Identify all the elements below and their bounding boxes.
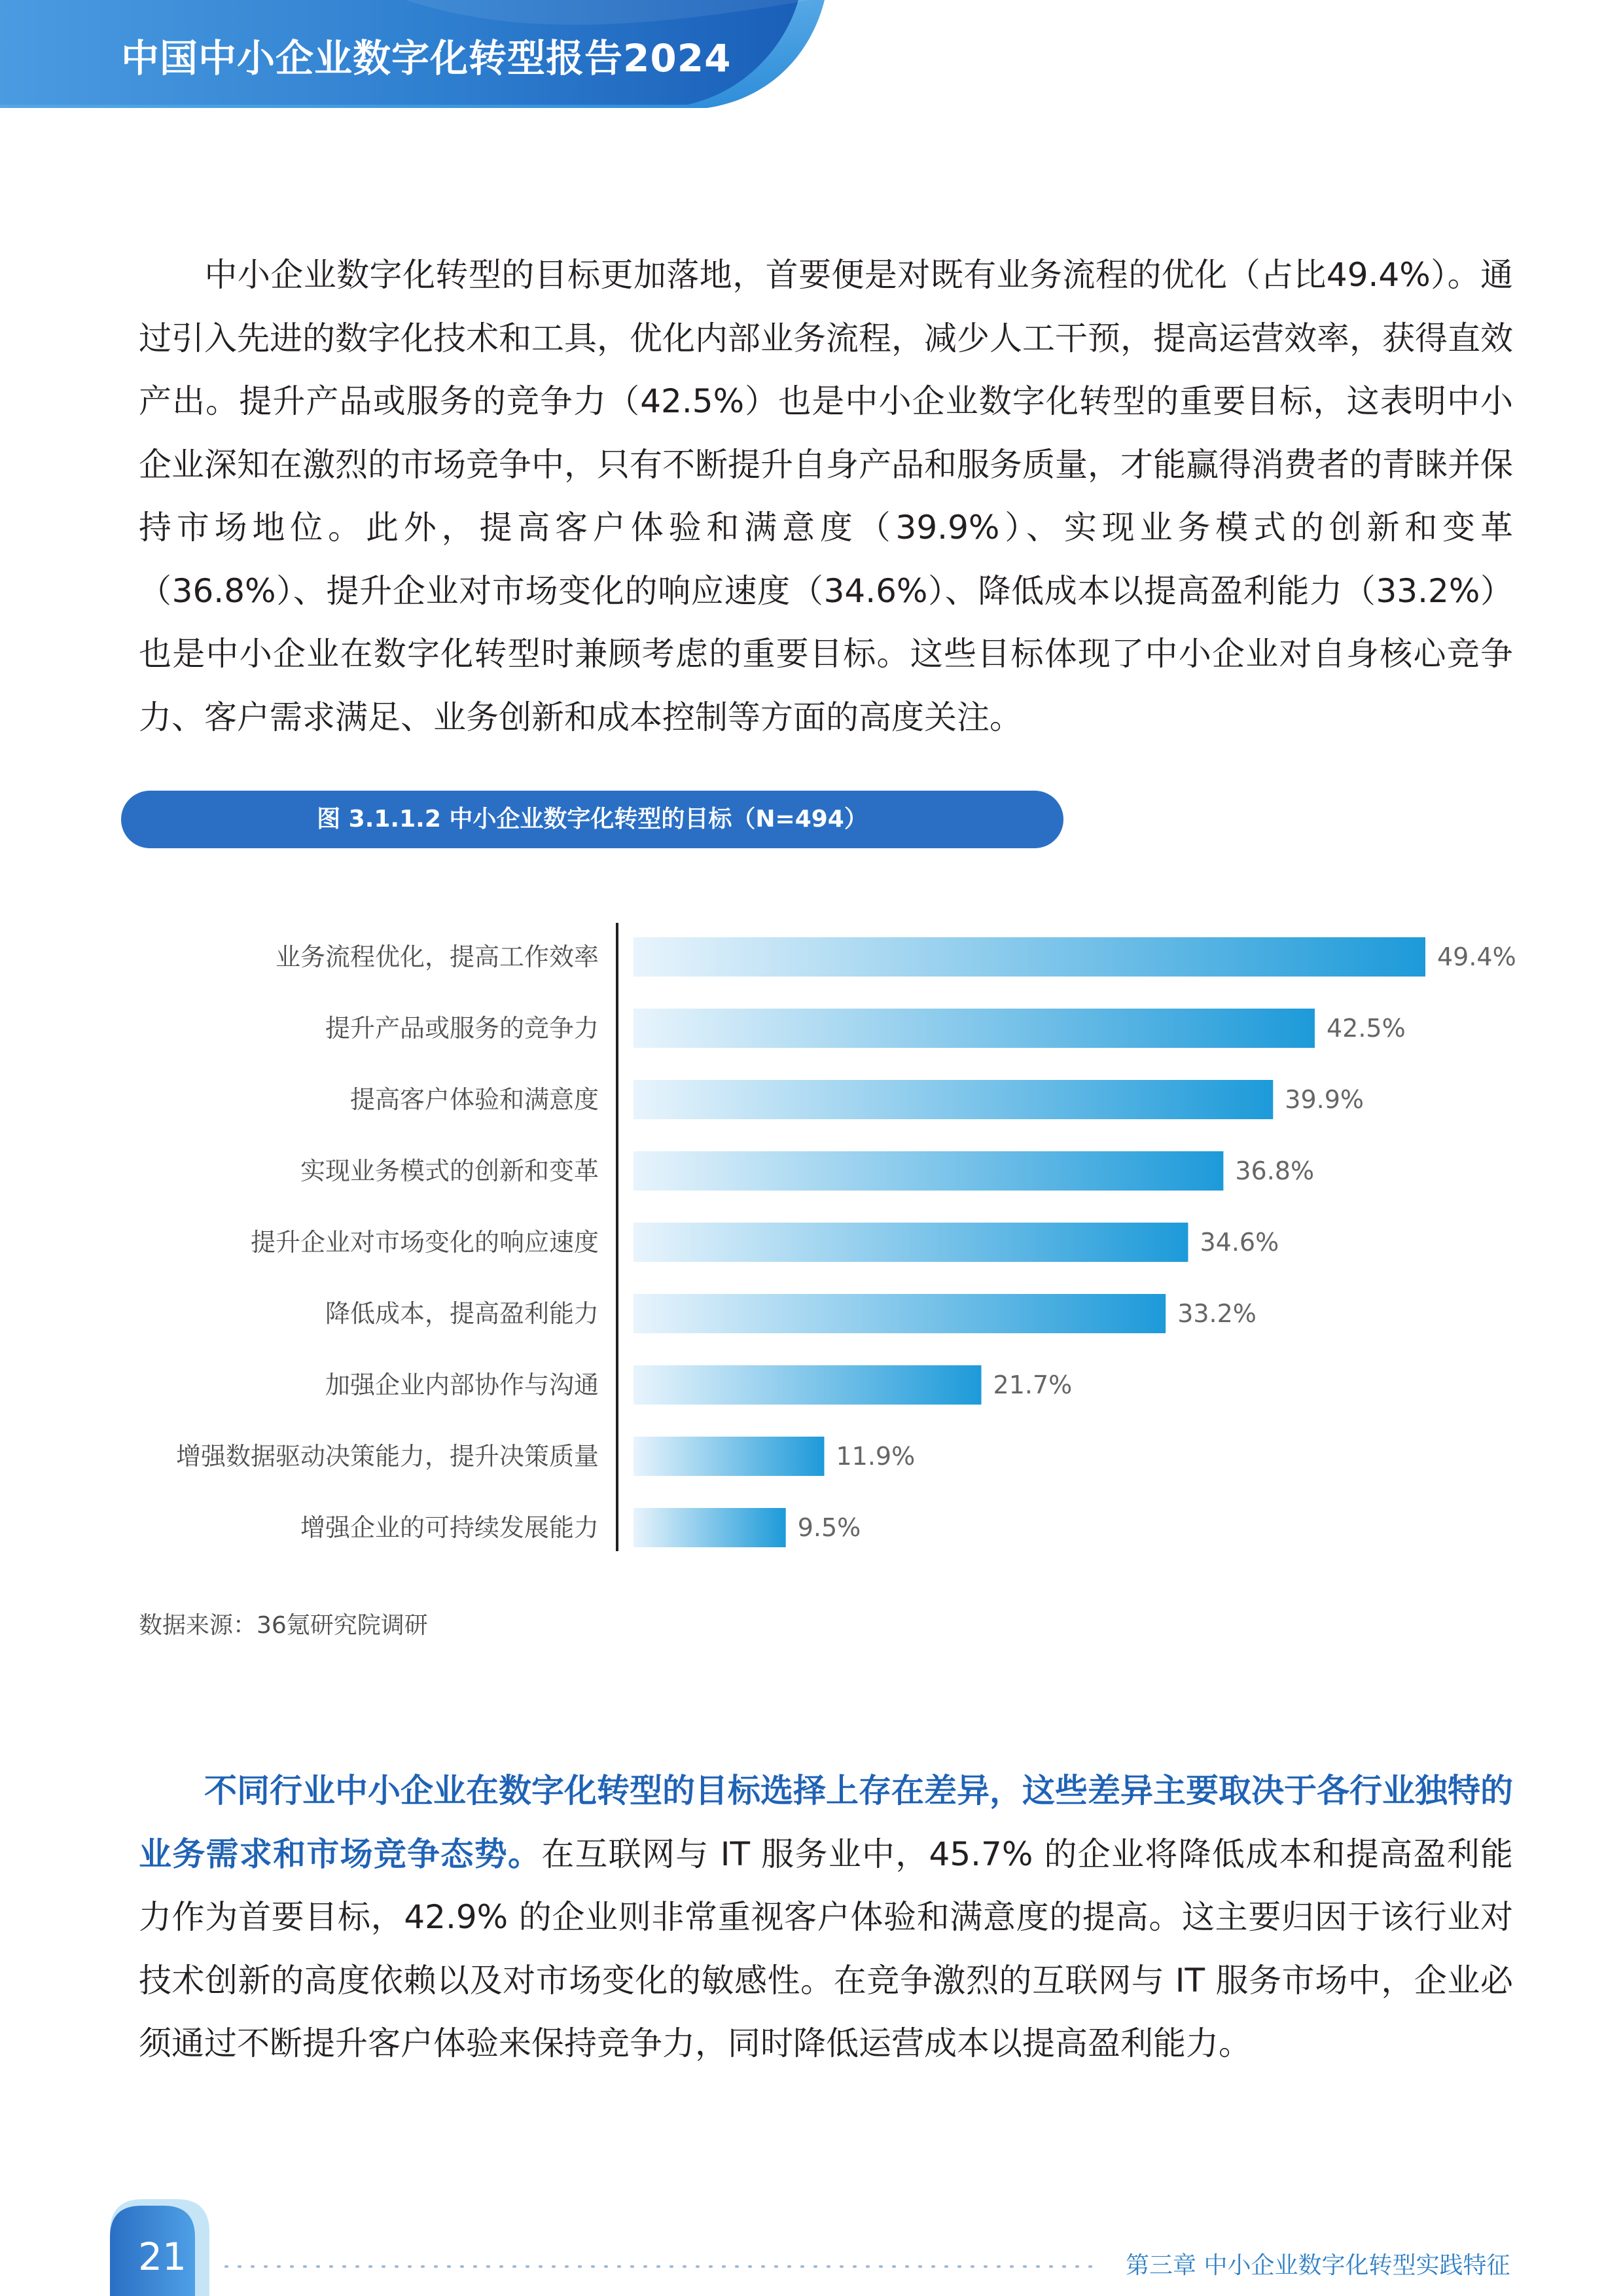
category-label-7: 加强企业内部协作与沟通 <box>325 1371 599 1399</box>
paragraph-2-bold: 不同行业中小企业在数字化转型的目标选择上存在差异，这些差异主要取决于各行业独特的业务需求和市场竞争态势。 <box>139 1772 1513 1873</box>
figure-title: 图 3.1.1.2 中小企业数字化转型的目标（N=494） <box>317 806 868 833</box>
body-paragraph-1 <box>139 243 1513 749</box>
bar-9 <box>633 1508 786 1547</box>
value-label-1: 49.4% <box>1437 942 1516 971</box>
value-label-3: 39.9% <box>1285 1085 1364 1114</box>
bar-8 <box>633 1437 824 1476</box>
bar-7 <box>633 1365 982 1405</box>
category-label-6: 降低成本，提高盈利能力 <box>325 1299 599 1328</box>
data-source-note: 数据来源：36氪研究院调研 <box>139 1612 428 1639</box>
chapter-title: 第三章 中小企业数字化转型实践特征 <box>1126 2252 1510 2279</box>
value-label-9: 9.5% <box>797 1513 861 1542</box>
value-label-8: 11.9% <box>836 1442 916 1471</box>
value-label-6: 33.2% <box>1177 1299 1257 1328</box>
category-label-1: 业务流程优化，提高工作效率 <box>275 942 599 971</box>
bar-2 <box>633 1009 1315 1048</box>
bar-5 <box>633 1223 1188 1262</box>
bar-4 <box>633 1151 1223 1191</box>
goals-bar-chart <box>0 897 1623 1577</box>
value-label-4: 36.8% <box>1235 1157 1315 1185</box>
bar-1 <box>633 937 1425 977</box>
value-label-5: 34.6% <box>1200 1228 1279 1257</box>
page-number: 21 <box>138 2234 187 2279</box>
bar-6 <box>633 1294 1166 1333</box>
paragraph-1-text: 中小企业数字化转型的目标更加落地，首要便是对既有业务流程的优化（占比49.4%）。通过引入先进的数字化技术和工具，优化内部业务流程，减少人工干预，提高运营效率，获得直效产出。提升产品或服务的竞争力（42.5%）也是中小企业数字化转型的重要目标，这表明中小企业深知在激烈的市场竞争中，只有不断提升自身产品和服务质量，才能赢得消费者的青睐并保持市场地位。此外，提高客户体验和满意度（39.9%）、实现业务模式的创新和变革（36.8%）、提升企业对市场变化的响应速度（34.6%）、降低成本以提高盈利能力（33.2%）也是中小企业在数字化转型时兼顾考虑的重要目标。这些目标体现了中小企业对自身核心竞争力、客户需求满足、业务创新和成本控制等方面的高度关注。 <box>139 256 1513 736</box>
category-label-2: 提升产品或服务的竞争力 <box>325 1014 599 1043</box>
paragraph-2-text: 在互联网与 IT 服务业中，45.7% 的企业将降低成本和提高盈利能力作为首要目标，42.9% 的企业则非常重视客户体验和满意度的提高。这主要归因于该行业对技术创新的高度依赖以及对市场变化的敏感性。在竞争激烈的互联网与 IT 服务市场中，企业必须通过不断提升客户体验来保持竞争力，同时降低运营成本以提高盈利能力。 <box>139 1835 1513 2062</box>
category-label-9: 增强企业的可持续发展能力 <box>300 1513 599 1542</box>
report-title: 中国中小企业数字化转型报告2024 <box>121 36 732 81</box>
category-label-4: 实现业务模式的创新和变革 <box>300 1157 599 1185</box>
category-label-8: 增强数据驱动决策能力，提升决策质量 <box>175 1442 599 1471</box>
body-paragraph-2 <box>139 1759 1513 2075</box>
footer-dotted-line <box>223 2263 1106 2270</box>
category-label-3: 提高客户体验和满意度 <box>349 1085 599 1114</box>
header-band <box>0 0 825 108</box>
value-label-2: 42.5% <box>1326 1014 1406 1043</box>
value-label-7: 21.7% <box>993 1371 1073 1399</box>
bar-3 <box>633 1080 1273 1119</box>
category-label-5: 提升企业对市场变化的响应速度 <box>250 1228 599 1257</box>
